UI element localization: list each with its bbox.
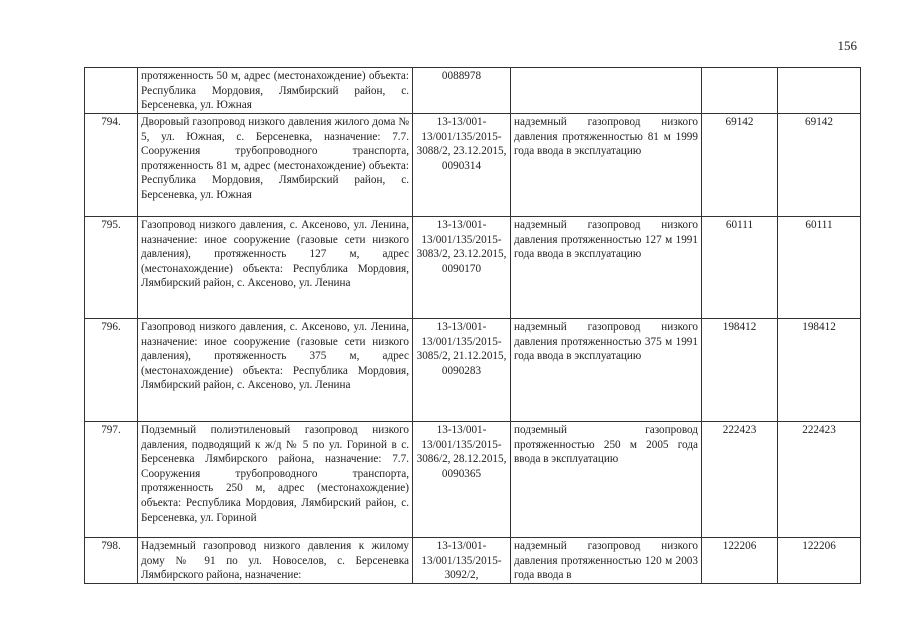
row-number-cell: 794. [85, 114, 138, 217]
residual-value-cell: 222423 [778, 422, 861, 538]
object-description-cell: Дворовый газопровод низкого давления жилого дома № 5, ул. Южная, с. Берсеневка, назначение: 7.7. Сооружения трубопроводного транспорта, протяженность 81 м, адрес (местонахождение) объекта: Республика Мордовия, Лямбирский район, с. Берсеневка, ул. Южная [138, 114, 413, 217]
table-row [85, 68, 861, 114]
row-number-cell [85, 68, 138, 114]
row-number-cell: 797. [85, 422, 138, 538]
registration-number-cell: 0088978 [413, 68, 511, 114]
balance-value-cell: 60111 [702, 217, 778, 319]
table-row [85, 422, 861, 538]
row-number-cell: 796. [85, 319, 138, 422]
residual-value-cell: 122206 [778, 538, 861, 584]
characteristics-cell: надземный газопровод низкого давления протяженностью 127 м 1991 года ввода в эксплуатацию [511, 217, 702, 319]
table-row [85, 217, 861, 319]
characteristics-cell: надземный газопровод низкого давления протяженностью 120 м 2003 года ввода в [511, 538, 702, 584]
page-number: 156 [837, 38, 857, 53]
table-row [85, 319, 861, 422]
table-row [85, 538, 861, 584]
object-description-cell: Газопровод низкого давления, с. Аксеново, ул. Ленина, назначение: иное сооружение (газовые сети низкого давления), протяженность 127 м, адрес (местонахождение) объекта: Республика Мордовия, Лямбирский район, с. Аксеново, ул. Ленина [138, 217, 413, 319]
object-description-cell: Подземный полиэтиленовый газопровод низкого давления, подводящий к ж/д № 5 по ул. Гориной в с. Берсеневка Лямбирского района, назначение: 7.7. Сооружения трубопроводного транспорта, протяженность 250 м, адрес (местонахождение) объекта: Республика Мордовия, Лямбирский район, с. Берсеневка, ул. Гориной [138, 422, 413, 538]
table-row [85, 114, 861, 217]
characteristics-cell: надземный газопровод низкого давления протяженностью 375 м 1991 года ввода в эксплуатацию [511, 319, 702, 422]
residual-value-cell: 60111 [778, 217, 861, 319]
balance-value-cell: 69142 [702, 114, 778, 217]
registration-number-cell: 13-13/001-13/001/135/2015-3083/2, 23.12.2015, 0090170 [413, 217, 511, 319]
balance-value-cell: 222423 [702, 422, 778, 538]
row-number-cell: 798. [85, 538, 138, 584]
residual-value-cell [778, 68, 861, 114]
registration-number-cell: 13-13/001-13/001/135/2015-3085/2, 21.12.2015, 0090283 [413, 319, 511, 422]
residual-value-cell: 198412 [778, 319, 861, 422]
balance-value-cell: 122206 [702, 538, 778, 584]
registration-number-cell: 13-13/001-13/001/135/2015-3088/2, 23.12.2015, 0090314 [413, 114, 511, 217]
registration-number-cell: 13-13/001-13/001/135/2015-3086/2, 28.12.2015, 0090365 [413, 422, 511, 538]
registry-table [84, 67, 861, 584]
characteristics-cell: надземный газопровод низкого давления протяженностью 81 м 1999 года ввода в эксплуатацию [511, 114, 702, 217]
balance-value-cell: 198412 [702, 319, 778, 422]
registration-number-cell: 13-13/001-13/001/135/2015-3092/2, [413, 538, 511, 584]
residual-value-cell: 69142 [778, 114, 861, 217]
object-description-cell: протяженность 50 м, адрес (местонахождение) объекта: Республика Мордовия, Лямбирский район, с. Берсеневка, ул. Южная [138, 68, 413, 114]
balance-value-cell [702, 68, 778, 114]
characteristics-cell: подземный газопровод протяженностью 250 м 2005 года ввода в эксплуатацию [511, 422, 702, 538]
object-description-cell: Газопровод низкого давления, с. Аксеново, ул. Ленина, назначение: иное сооружение (газовые сети низкого давления), протяженность 375 м, адрес (местонахождение) объекта: Республика Мордовия, Лямбирский район, с. Аксеново, ул. Ленина [138, 319, 413, 422]
row-number-cell: 795. [85, 217, 138, 319]
characteristics-cell [511, 68, 702, 114]
object-description-cell: Надземный газопровод низкого давления к жилому дому № 91 по ул. Новоселов, с. Берсеневка Лямбирского района, назначение: [138, 538, 413, 584]
